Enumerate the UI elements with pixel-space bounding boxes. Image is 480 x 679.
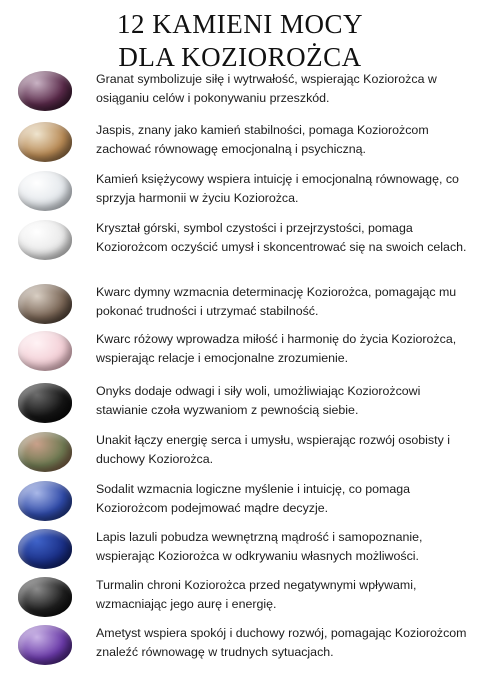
stone-description: Kamień księżycowy wspiera intuicję i emocjonalną równowagę, co sprzyja harmonii w życiu Koziorożca. — [96, 172, 459, 205]
stone-description: Sodalit wzmacnia logiczne myślenie i intuicję, co pomaga Koziorożcom podejmować mądre decyzje. — [96, 482, 411, 515]
stone-description: Ametyst wspiera spokój i duchowy rozwój, pomagając Koziorożcom znaleźć równowagę w trudnych sytuacjach. — [96, 626, 467, 659]
stone-description: Granat symbolizuje siłę i wytrwałość, wspierając Koziorożca w osiąganiu celów i pokonywaniu przeszkód. — [96, 72, 437, 105]
amethyst-stone-icon — [18, 625, 72, 665]
stone-description: Turmalin chroni Koziorożca przed negatywnymi wpływami, wzmacniając jego aurę i energię. — [96, 578, 417, 611]
sodalite-stone-icon — [18, 481, 72, 521]
unakite-stone-icon — [18, 432, 72, 472]
onyx-stone-icon — [18, 383, 72, 423]
jasper-stone-icon — [18, 122, 72, 162]
stone-description: Lapis lazuli pobudza wewnętrzną mądrość i samopoznanie, wspierając Koziorożca w odkrywaniu własnych możliwości. — [96, 530, 423, 563]
stone-description: Unakit łączy energię serca i umysłu, wspierając rozwój osobisty i duchowy Koziorożca. — [96, 433, 450, 466]
stone-description: Kryształ górski, symbol czystości i przejrzystości, pomaga Koziorożcom oczyścić umysł i skoncentrować się na swoich celach. — [96, 221, 467, 254]
tourmaline-stone-icon — [18, 577, 72, 617]
lapis-lazuli-icon — [18, 529, 72, 569]
title-line-1: 12 KAMIENI MOCY — [117, 9, 363, 39]
garnet-stone-icon — [18, 71, 72, 111]
stone-description: Jaspis, znany jako kamień stabilności, pomaga Koziorożcom zachować równowagę emocjonalną i psychiczną. — [96, 123, 429, 156]
stone-description: Onyks dodaje odwagi i siły woli, umożliwiając Koziorożcowi stawianie czoła wyzwaniom z pewnością siebie. — [96, 384, 421, 417]
title-line-2: DLA KOZIOROŻCA — [118, 42, 362, 72]
rose-quartz-icon — [18, 331, 72, 371]
smoky-quartz-icon — [18, 284, 72, 324]
stone-description: Kwarc różowy wprowadza miłość i harmonię do życia Koziorożca, wspierając relacje i emocjonalne zrozumienie. — [96, 332, 457, 365]
stone-description: Kwarc dymny wzmacnia determinację Koziorożca, pomagając mu pokonać trudności i utrzymać stabilność. — [96, 285, 457, 318]
rock-crystal-icon — [18, 220, 72, 260]
moonstone-icon — [18, 171, 72, 211]
